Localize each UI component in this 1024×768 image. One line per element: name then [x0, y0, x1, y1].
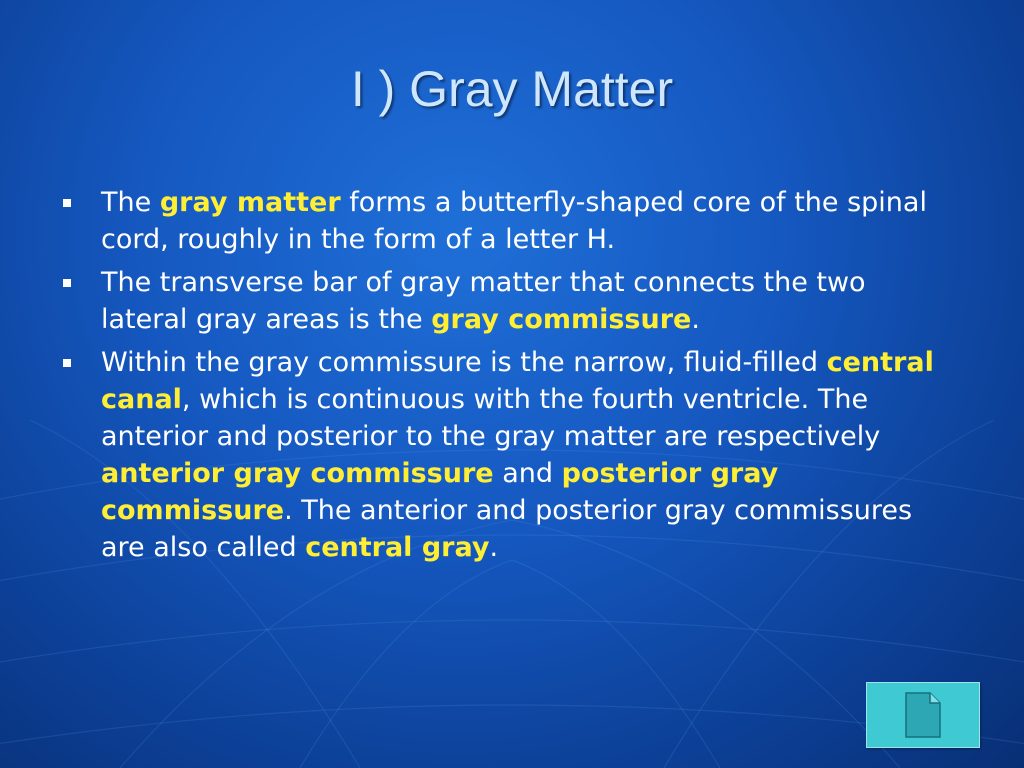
bullet-item	[60, 264, 960, 338]
document-nav-button[interactable]	[866, 682, 980, 748]
highlighted-term: posterior gray commissure	[101, 458, 779, 526]
bullet-marker-icon	[63, 199, 71, 207]
highlighted-term: central gray	[305, 532, 490, 563]
bullet-text: Within the gray commissure is the narrow, fluid-filled	[101, 347, 827, 378]
bullet-text: The	[101, 187, 160, 218]
highlighted-term: gray matter	[159, 187, 341, 218]
bullet-marker-icon	[63, 279, 71, 287]
bullet-text: .	[691, 304, 700, 335]
bullet-text: , which is continuous with the fourth ventricle. The anterior and posterior to the gray matter are respectively	[101, 384, 881, 452]
bullet-text: .	[489, 532, 499, 563]
bullet-text: . The anterior and posterior gray commissures are also called	[101, 495, 913, 563]
bullet-item	[60, 344, 960, 566]
bullet-item	[60, 184, 960, 258]
bullet-text: The transverse bar of gray matter that connects the two lateral gray areas is the	[101, 267, 866, 335]
highlighted-term: central canal	[101, 347, 934, 415]
highlighted-term: anterior gray commissure	[101, 458, 494, 489]
document-icon	[905, 692, 941, 738]
bullet-text: and	[493, 458, 562, 489]
highlighted-term: gray commissure	[431, 304, 692, 335]
slide-title: I ) Gray Matter	[350, 61, 674, 117]
bullet-list	[60, 184, 960, 572]
bullet-marker-icon	[63, 359, 71, 367]
bullet-text: forms a butterfly-shaped core of the spinal cord, roughly in the form of a letter H.	[101, 187, 927, 255]
